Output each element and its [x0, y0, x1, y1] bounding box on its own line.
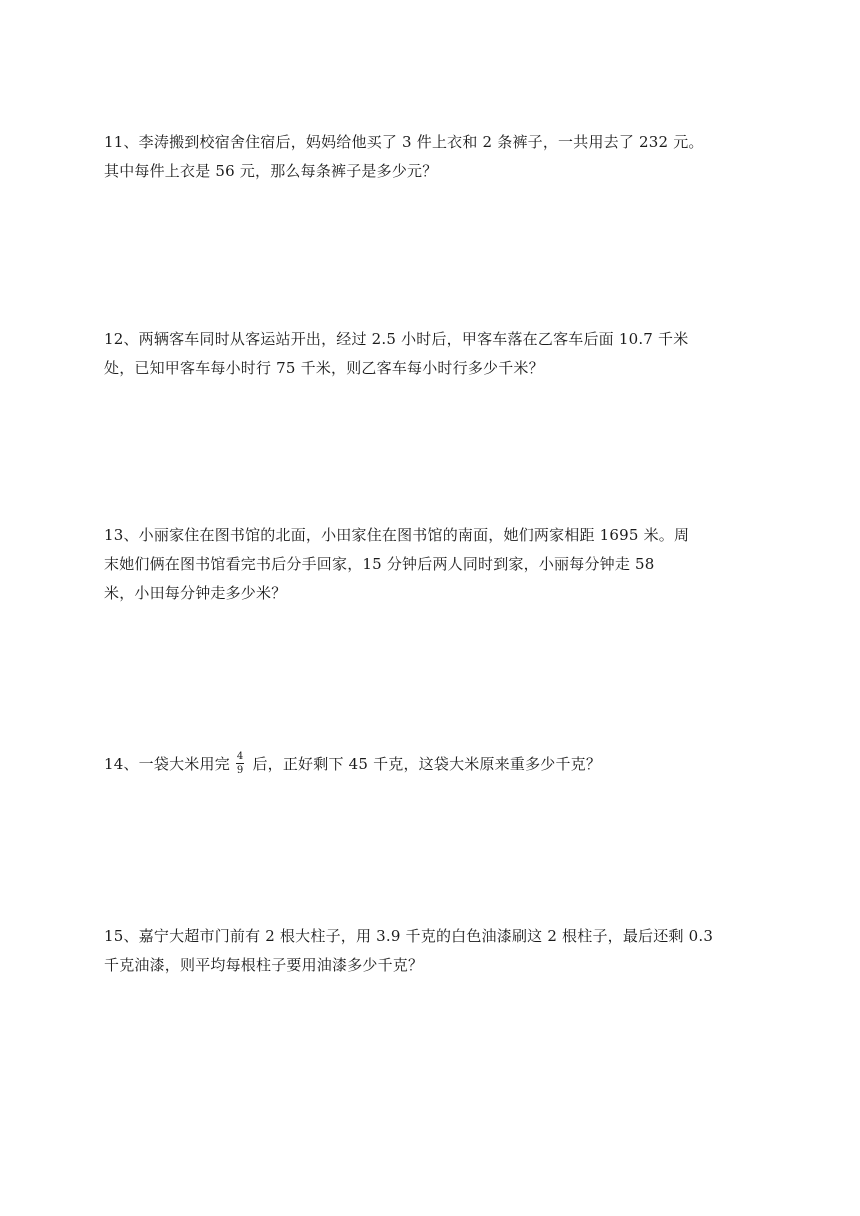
- question-14-line-1: [104, 750, 768, 779]
- question-13-line-2: 末她们俩在图书馆看完书后分手回家，15 分钟后两人同时到家，小丽每分钟走 58: [104, 555, 655, 573]
- question-12-line-2: 处，已知甲客车每小时行 75 千米，则乙客车每小时行多少千米？: [104, 359, 544, 377]
- question-15-line-2: 千克油漆，则平均每根柱子要用油漆多少千克？: [104, 956, 424, 974]
- question-15-line-1: 15、嘉宁大超市门前有 2 根大柱子，用 3.9 千克的白色油漆刷这 2 根柱子，最后还剩 0.3: [104, 927, 714, 945]
- question-13: [104, 521, 768, 608]
- question-13-line-3: 米，小田每分钟走多少米？: [104, 584, 287, 602]
- question-15: [104, 922, 768, 980]
- question-11-line-1: 11、李涛搬到校宿舍住宿后，妈妈给他买了 3 件上衣和 2 条裤子，一共用去了 232 元。: [104, 133, 704, 151]
- question-13-line-1: 13、小丽家住在图书馆的北面，小田家住在图书馆的南面，她们两家相距 1695 米。周: [104, 526, 690, 544]
- fraction-denominator: 9: [236, 764, 244, 776]
- fraction-numerator: 4: [236, 750, 244, 762]
- question-12: [104, 325, 768, 383]
- question-14-text-after: 后，正好剩下 45 千克，这袋大米原来重多少千克？: [252, 755, 602, 773]
- question-11-line-2: 其中每件上衣是 56 元，那么每条裤子是多少元？: [104, 162, 438, 180]
- question-12-line-1: 12、两辆客车同时从客运站开出，经过 2.5 小时后，甲客车落在乙客车后面 10.7 千米: [104, 330, 689, 348]
- question-14: [104, 750, 768, 779]
- question-14-text-before: 14、一袋大米用完: [104, 755, 230, 773]
- fraction: [236, 751, 245, 776]
- question-11: [104, 128, 768, 186]
